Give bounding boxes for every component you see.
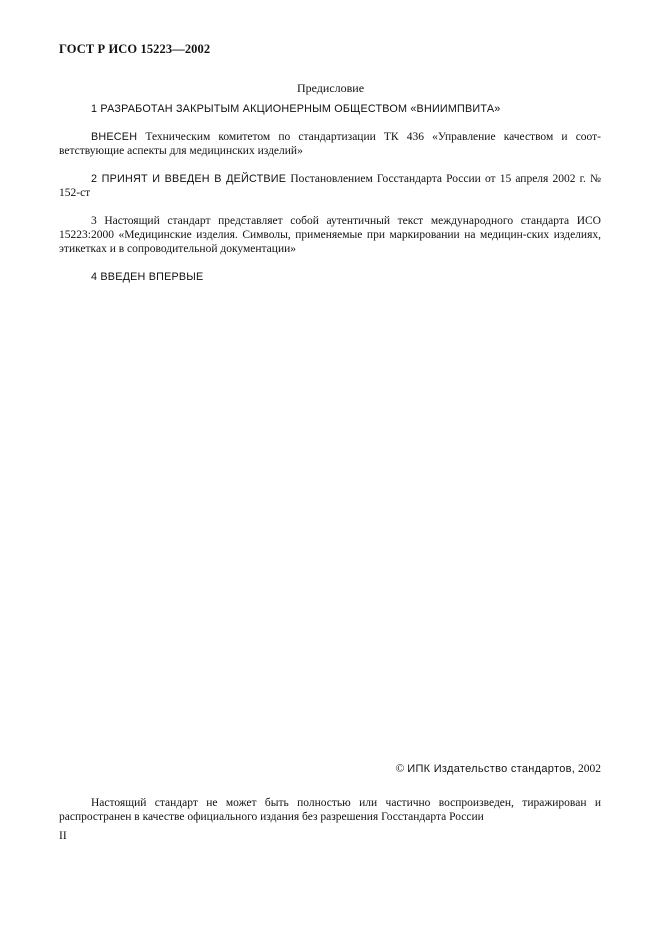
foreword-item-2: [59, 172, 601, 200]
copyright-publisher: ИПК Издательство стандартов,: [407, 763, 576, 775]
foreword-item-introduced-text: Техническим комитетом по стандартизации ТК 436 «Управление качеством и соот-ветствующие аспекты для медицинских изделий»: [59, 131, 601, 157]
foreword-title: Предисловие: [296, 81, 365, 95]
page-number: II: [59, 830, 67, 842]
foreword-item-4: [59, 270, 601, 284]
foreword-item-1-lead: 1 РАЗРАБОТАН ЗАКРЫТЫМ АКЦИОНЕРНЫМ ОБЩЕСТВОМ «ВНИИМПВИТА»: [91, 103, 501, 115]
copyright-line: [396, 763, 601, 775]
copyright-symbol: ©: [395, 763, 405, 775]
reproduction-notice: Настоящий стандарт не может быть полностью или частично воспроизведен, тиражирован и распространен в качестве официального издания без разрешения Госстандарта России: [59, 797, 601, 823]
standard-code: ГОСТ Р ИСО 15223—2002: [59, 42, 211, 56]
foreword-item-3: [59, 214, 601, 256]
foreword-item-1: [59, 102, 601, 116]
foreword-body: [59, 102, 601, 298]
foreword-item-introduced: [59, 130, 601, 158]
foreword-item-2-text: Постановлением Госстандарта России от 15 апреля 2002 г. № 152-ст: [59, 173, 601, 199]
foreword-item-3-text: 3 Настоящий стандарт представляет собой аутентичный текст международного стандарта ИСО 15223:2000 «Медицинские изделия. Символы, применяемые при маркировании на медицин-ских изделиях, этикетках и в сопроводительной документации»: [59, 215, 601, 255]
foreword-item-4-lead: 4 ВВЕДЕН ВПЕРВЫЕ: [91, 271, 204, 283]
foreword-item-introduced-lead: ВНЕСЕН: [91, 131, 138, 143]
foreword-item-2-lead: 2 ПРИНЯТ И ВВЕДЕН В ДЕЙСТВИЕ: [91, 173, 287, 185]
copyright-year: 2002: [578, 763, 601, 775]
